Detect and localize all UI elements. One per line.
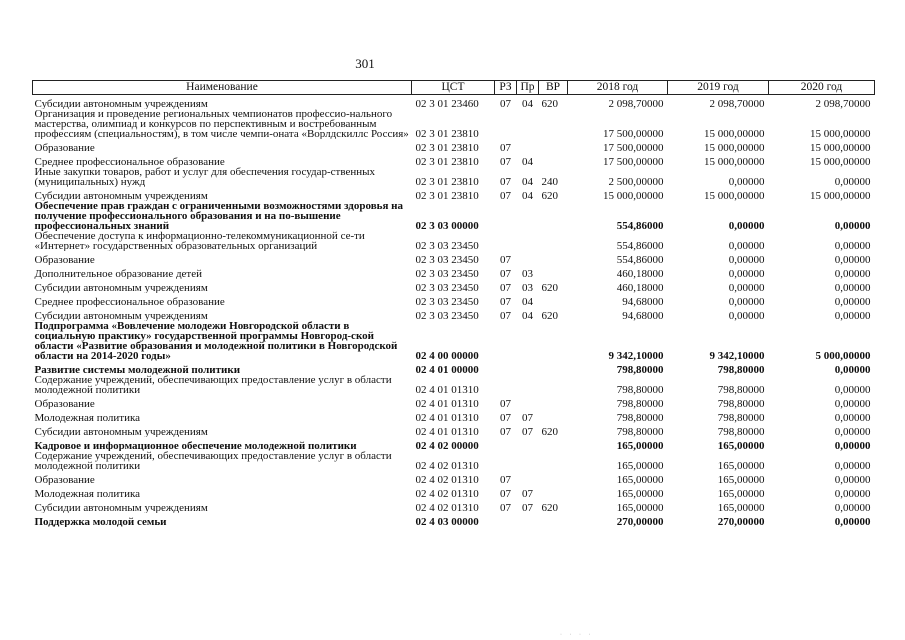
cell-y2018: 94,68000 [622, 310, 664, 322]
cell-name: Среднее профессиональное образование [34, 296, 225, 307]
cell-pr: 07 [522, 426, 533, 438]
cell-y2018: 17 500,00000 [603, 128, 664, 140]
cell-y2018: 165,00000 [616, 474, 664, 486]
cell-y2019: 165,00000 [717, 460, 765, 472]
cell-name: Образование [34, 474, 95, 485]
cell-y2019: 9 342,10000 [709, 350, 765, 362]
header-2019: 2019 год [668, 81, 769, 95]
cell-y2019: 0,00000 [728, 310, 765, 322]
cell-vr [539, 437, 568, 451]
header-vr: ВР [539, 81, 568, 95]
cell-y2019: 165,00000 [717, 488, 765, 500]
cell-y2019: 798,80000 [717, 384, 765, 396]
cell-name: Иные закупки товаров, работ и услуг для обеспечения государ-ственных (муниципальных) нужд [34, 167, 376, 187]
cell-rz: 07 [500, 176, 511, 188]
cell-y2020: 0,00000 [834, 240, 871, 252]
cell-y2018: 17 500,00000 [603, 142, 664, 154]
cell-rz: 07 [500, 398, 511, 410]
cell-csr: 02 4 01 00000 [415, 364, 479, 376]
cell-y2018: 460,18000 [616, 268, 664, 280]
cell-rz [495, 451, 517, 471]
budget-table [32, 80, 875, 527]
table-row [33, 167, 875, 187]
cell-y2018: 2 098,70000 [608, 98, 664, 110]
cell-vr [539, 231, 568, 251]
table-row [33, 375, 875, 395]
cell-name: Образование [34, 254, 95, 265]
table-header-row [33, 81, 875, 95]
cell-name: Субсидии автономным учреждениям [34, 282, 208, 293]
cell-y2020: 0,00000 [834, 220, 871, 232]
cell-vr [539, 109, 568, 139]
cell-vr [539, 485, 568, 499]
cell-name: Обеспечение доступа к информационно-телекоммуникационной се-ти «Интернет» государственных образовательных организаций [34, 231, 365, 251]
cell-rz: 07 [500, 488, 511, 500]
cell-vr: 620 [541, 426, 558, 438]
cell-name: Обеспечение прав граждан с ограниченными возможностями здоровья на получение профессионального образования и на по-вышение профессиональных знаний [34, 201, 404, 231]
cell-rz: 07 [500, 310, 511, 322]
cell-y2018: 460,18000 [616, 282, 664, 294]
cell-rz: 07 [500, 156, 511, 168]
cell-y2018: 798,80000 [616, 412, 664, 424]
cell-name: Субсидии автономным учреждениям [34, 502, 208, 513]
cell-vr [539, 139, 568, 153]
table-row [33, 307, 875, 321]
cell-y2020: 0,00000 [834, 412, 871, 424]
cell-vr: 620 [541, 282, 558, 294]
cell-y2018: 15 000,00000 [603, 190, 664, 202]
cell-vr: 620 [541, 190, 558, 202]
cell-name: Поддержка молодой семьи [34, 516, 167, 527]
table-body [33, 95, 875, 528]
cell-name: Среднее профессиональное образование [34, 156, 225, 167]
cell-pr [517, 321, 539, 361]
cell-pr: 04 [522, 296, 533, 308]
cell-csr: 02 4 01 01310 [415, 398, 479, 410]
cell-rz [495, 231, 517, 251]
cell-y2018: 270,00000 [616, 516, 664, 528]
cell-name: Субсидии автономным учреждениям [34, 98, 208, 109]
cell-pr: 04 [522, 176, 533, 188]
cell-rz [495, 109, 517, 139]
cell-pr: 07 [522, 412, 533, 424]
cell-y2018: 798,80000 [616, 364, 664, 376]
cell-vr [539, 451, 568, 471]
cell-y2020: 0,00000 [834, 384, 871, 396]
cell-y2020: 15 000,00000 [810, 190, 871, 202]
cell-rz [495, 361, 517, 375]
cell-name: Субсидии автономным учреждениям [34, 310, 208, 321]
cell-pr [517, 139, 539, 153]
header-rz: РЗ [495, 81, 517, 95]
cell-name: Образование [34, 142, 95, 153]
cell-rz [495, 375, 517, 395]
cell-y2019: 15 000,00000 [704, 128, 765, 140]
cell-csr: 02 4 02 01310 [415, 488, 479, 500]
cell-y2018: 798,80000 [616, 426, 664, 438]
table-row [33, 231, 875, 251]
table-row [33, 321, 875, 361]
cell-y2019: 0,00000 [728, 296, 765, 308]
cell-pr [517, 513, 539, 527]
cell-vr [539, 293, 568, 307]
cell-y2018: 554,86000 [616, 254, 664, 266]
cell-y2019: 0,00000 [728, 282, 765, 294]
cell-pr [517, 109, 539, 139]
cell-pr [517, 361, 539, 375]
cell-y2020: 0,00000 [834, 488, 871, 500]
cell-y2019: 798,80000 [717, 412, 765, 424]
cell-name: Образование [34, 398, 95, 409]
cell-y2018: 165,00000 [616, 488, 664, 500]
cell-pr: 04 [522, 310, 533, 322]
cell-pr: 03 [522, 282, 533, 294]
cell-y2018: 17 500,00000 [603, 156, 664, 168]
table-row [33, 265, 875, 279]
header-2018: 2018 год [568, 81, 668, 95]
cell-rz [495, 513, 517, 527]
table-row [33, 499, 875, 513]
cell-y2019: 270,00000 [717, 516, 765, 528]
cell-pr [517, 437, 539, 451]
cell-vr [539, 201, 568, 231]
cell-pr [517, 201, 539, 231]
cell-vr: 240 [541, 176, 558, 188]
cell-vr [539, 251, 568, 265]
cell-pr: 04 [522, 190, 533, 202]
table-row [33, 423, 875, 437]
cell-y2020: 5 000,00000 [815, 350, 871, 362]
table-row [33, 153, 875, 167]
cell-name: Развитие системы молодежной политики [34, 364, 241, 375]
cell-vr [539, 513, 568, 527]
cell-csr: 02 3 01 23460 [415, 98, 479, 110]
cell-csr: 02 3 03 23450 [415, 296, 479, 308]
table-row [33, 395, 875, 409]
cell-vr [539, 471, 568, 485]
cell-vr [539, 265, 568, 279]
cell-y2020: 0,00000 [834, 282, 871, 294]
cell-rz: 07 [500, 502, 511, 514]
cell-y2019: 798,80000 [717, 398, 765, 410]
cell-rz: 07 [500, 98, 511, 110]
cell-pr: 04 [522, 156, 533, 168]
cell-pr [517, 251, 539, 265]
cell-y2018: 554,86000 [616, 220, 664, 232]
header-name: Наименование [33, 81, 412, 95]
cell-y2018: 2 500,00000 [608, 176, 664, 188]
cell-y2018: 94,68000 [622, 296, 664, 308]
cell-csr: 02 4 01 01310 [415, 426, 479, 438]
page-number: 301 [355, 56, 375, 71]
cell-y2019: 798,80000 [717, 364, 765, 376]
cell-vr [539, 395, 568, 409]
cell-pr [517, 471, 539, 485]
scan-artifact: · · · · [560, 632, 594, 638]
table-row [33, 409, 875, 423]
cell-csr: 02 4 03 00000 [415, 516, 479, 528]
cell-name: Содержание учреждений, обеспечивающих предоставление услуг в области молодежной политики [34, 451, 392, 471]
cell-name: Содержание учреждений, обеспечивающих предоставление услуг в области молодежной политики [34, 375, 392, 395]
cell-y2018: 165,00000 [616, 460, 664, 472]
cell-csr: 02 3 03 23450 [415, 254, 479, 266]
cell-name: Субсидии автономным учреждениям [34, 190, 208, 201]
cell-vr [539, 361, 568, 375]
cell-y2019: 165,00000 [717, 474, 765, 486]
header-csr: ЦСТ [412, 81, 495, 95]
cell-csr: 02 3 03 23450 [415, 240, 479, 252]
cell-rz [495, 321, 517, 361]
cell-name: Организация и проведение региональных чемпионатов профессио-нального мастерства, олимпиад и конкурсов по перспективным и востребованным профессиям (специальностям), в том числе чемпи-оната «Ворлдскиллс Россия» [34, 109, 409, 139]
cell-csr: 02 4 01 01310 [415, 384, 479, 396]
cell-y2018: 165,00000 [616, 502, 664, 514]
cell-y2020: 0,00000 [834, 364, 871, 376]
cell-csr: 02 3 01 23810 [415, 190, 479, 202]
cell-y2019: 165,00000 [717, 440, 765, 452]
cell-pr: 04 [522, 98, 533, 110]
cell-vr [539, 375, 568, 395]
cell-y2019: 0,00000 [728, 254, 765, 266]
cell-csr: 02 3 03 00000 [415, 220, 479, 232]
cell-y2018: 165,00000 [616, 440, 664, 452]
cell-pr: 07 [522, 502, 533, 514]
table-row [33, 485, 875, 499]
cell-rz: 07 [500, 268, 511, 280]
cell-csr: 02 4 01 01310 [415, 412, 479, 424]
cell-csr: 02 3 01 23810 [415, 142, 479, 154]
table-row [33, 471, 875, 485]
cell-y2019: 15 000,00000 [704, 142, 765, 154]
cell-rz: 07 [500, 412, 511, 424]
cell-csr: 02 4 02 01310 [415, 502, 479, 514]
table-row [33, 437, 875, 451]
cell-y2018: 9 342,10000 [608, 350, 664, 362]
cell-csr: 02 3 01 23810 [415, 128, 479, 140]
cell-vr [539, 153, 568, 167]
table-row [33, 251, 875, 265]
cell-y2019: 15 000,00000 [704, 156, 765, 168]
cell-rz: 07 [500, 296, 511, 308]
cell-vr [539, 409, 568, 423]
cell-y2020: 15 000,00000 [810, 128, 871, 140]
table-row [33, 293, 875, 307]
cell-rz: 07 [500, 254, 511, 266]
cell-y2019: 798,80000 [717, 426, 765, 438]
cell-y2020: 0,00000 [834, 502, 871, 514]
table-row [33, 139, 875, 153]
cell-y2018: 798,80000 [616, 384, 664, 396]
cell-vr: 620 [541, 98, 558, 110]
header-pr: Пр [517, 81, 539, 95]
header-2020: 2020 год [769, 81, 875, 95]
cell-rz: 07 [500, 142, 511, 154]
cell-name: Подпрограмма «Вовлечение молодежи Новгородской области в социальную практику» государственной программы Новгород-ской области «Развитие образования и молодежной политики в Новгородской области на 2014-2020 годы» [34, 321, 398, 361]
cell-csr: 02 3 03 23450 [415, 310, 479, 322]
cell-y2020: 0,00000 [834, 398, 871, 410]
cell-y2020: 0,00000 [834, 268, 871, 280]
cell-csr: 02 4 02 01310 [415, 474, 479, 486]
cell-y2020: 2 098,70000 [815, 98, 871, 110]
cell-name: Субсидии автономным учреждениям [34, 426, 208, 437]
cell-y2019: 0,00000 [728, 240, 765, 252]
cell-y2019: 0,00000 [728, 176, 765, 188]
cell-name: Дополнительное образование детей [34, 268, 203, 279]
cell-y2018: 554,86000 [616, 240, 664, 252]
cell-name: Кадровое и информационное обеспечение молодежной политики [34, 440, 357, 451]
cell-vr: 620 [541, 502, 558, 514]
cell-pr [517, 395, 539, 409]
cell-y2019: 15 000,00000 [704, 190, 765, 202]
cell-y2020: 0,00000 [834, 516, 871, 528]
table-row [33, 95, 875, 110]
cell-y2018: 798,80000 [616, 398, 664, 410]
table-row [33, 187, 875, 201]
cell-pr [517, 231, 539, 251]
cell-y2020: 15 000,00000 [810, 142, 871, 154]
cell-pr: 03 [522, 268, 533, 280]
cell-y2020: 0,00000 [834, 310, 871, 322]
cell-y2020: 0,00000 [834, 254, 871, 266]
cell-y2020: 0,00000 [834, 460, 871, 472]
cell-rz: 07 [500, 190, 511, 202]
cell-name: Молодежная политика [34, 412, 141, 423]
cell-y2019: 2 098,70000 [709, 98, 765, 110]
table-row [33, 513, 875, 527]
table-row [33, 451, 875, 471]
cell-y2019: 0,00000 [728, 268, 765, 280]
cell-rz: 07 [500, 426, 511, 438]
cell-csr: 02 4 02 01310 [415, 460, 479, 472]
cell-vr: 620 [541, 310, 558, 322]
cell-pr: 07 [522, 488, 533, 500]
cell-rz: 07 [500, 474, 511, 486]
table-row [33, 279, 875, 293]
cell-csr: 02 3 03 23450 [415, 282, 479, 294]
cell-rz [495, 201, 517, 231]
cell-csr: 02 3 01 23810 [415, 156, 479, 168]
cell-pr [517, 375, 539, 395]
cell-csr: 02 4 00 00000 [415, 350, 479, 362]
cell-vr [539, 321, 568, 361]
cell-csr: 02 3 03 23450 [415, 268, 479, 280]
table-row [33, 361, 875, 375]
cell-csr: 02 3 01 23810 [415, 176, 479, 188]
table-row [33, 201, 875, 231]
cell-y2020: 15 000,00000 [810, 156, 871, 168]
cell-y2020: 0,00000 [834, 440, 871, 452]
cell-y2020: 0,00000 [834, 296, 871, 308]
cell-y2019: 165,00000 [717, 502, 765, 514]
cell-y2019: 0,00000 [728, 220, 765, 232]
cell-rz: 07 [500, 282, 511, 294]
cell-csr: 02 4 02 00000 [415, 440, 479, 452]
table-row [33, 109, 875, 139]
cell-rz [495, 437, 517, 451]
cell-y2020: 0,00000 [834, 176, 871, 188]
cell-y2020: 0,00000 [834, 426, 871, 438]
cell-name: Молодежная политика [34, 488, 141, 499]
cell-pr [517, 451, 539, 471]
cell-y2020: 0,00000 [834, 474, 871, 486]
